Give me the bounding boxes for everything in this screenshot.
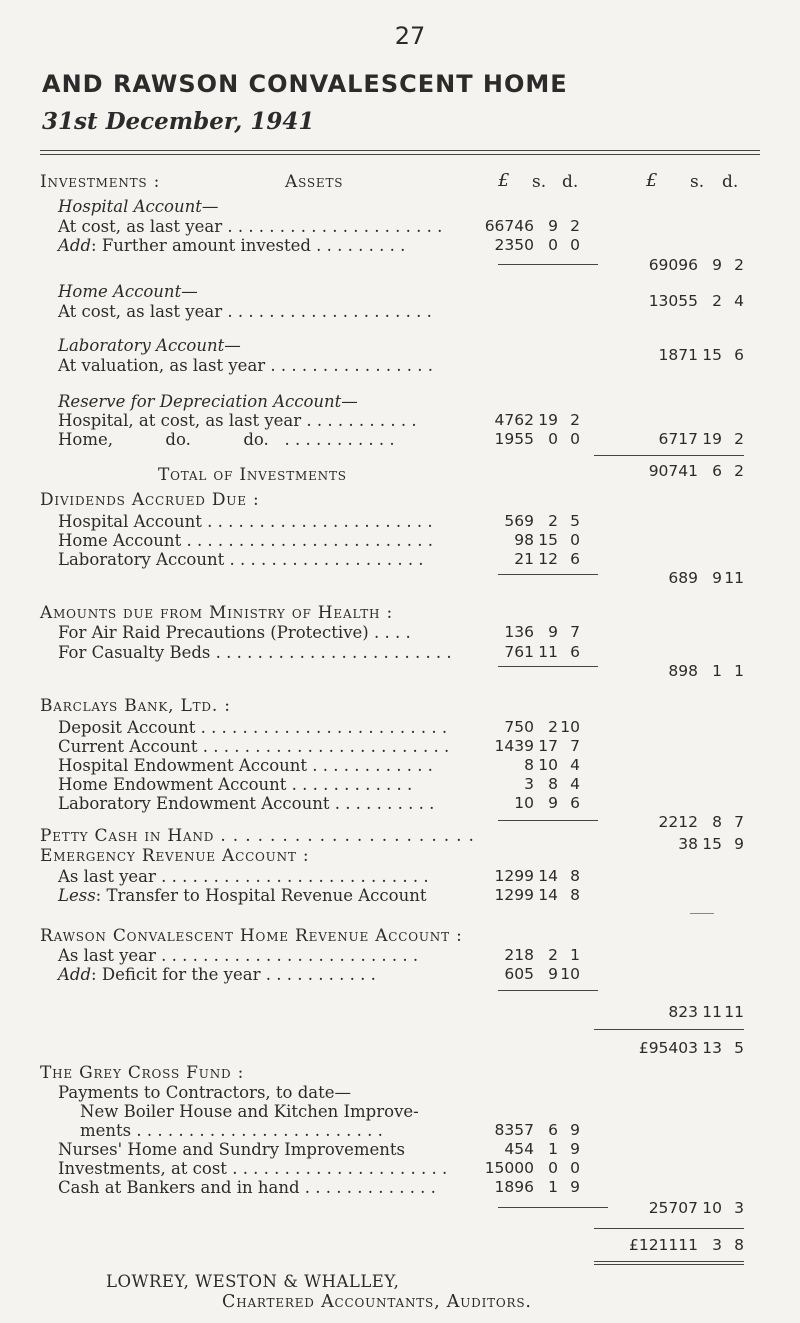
dividends-sub-rule <box>498 574 598 575</box>
col-pound-2: £ <box>646 170 658 191</box>
grey-cross-title: The Grey Cross Fund : <box>40 1063 245 1083</box>
rawson-title: Rawson Convalescent Home Revenue Account : <box>40 926 463 946</box>
reserve-account-title: Reserve for Depreciation Account— <box>58 392 358 411</box>
grand-total-underline-2 <box>594 1264 744 1265</box>
auditor-firm: LOWREY, WESTON & WHALLEY, <box>106 1272 400 1291</box>
ministry-title: Amounts due from Ministry of Health : <box>40 603 394 623</box>
auditor-role: Chartered Accountants, Auditors. <box>222 1292 532 1312</box>
barclays-row-hospital-endowment: Hospital Endowment Account . . . . . . . . . . . . <box>58 756 433 775</box>
ministry-sub-rule <box>498 666 598 667</box>
grand-total-rule <box>594 1228 744 1229</box>
dividend-row-hospital: Hospital Account . . . . . . . . . . . . . . . . . . . . . . <box>58 512 433 531</box>
laboratory-account-title: Laboratory Account— <box>58 336 241 355</box>
ministry-row-arp: For Air Raid Precautions (Protective) . . . . <box>58 623 411 642</box>
header-rule-top <box>40 150 760 151</box>
petty-cash-label: Petty Cash in Hand . . . . . . . . . . . . . . . . . . . . . <box>40 826 475 846</box>
page-number: 27 <box>394 22 426 50</box>
subtotal-rule <box>594 1029 744 1030</box>
assets-heading: Assets <box>285 172 344 192</box>
hospital-account-title: Hospital Account— <box>58 197 219 216</box>
hospital-line-1: At cost, as last year . . . . . . . . . . . . . . . . . . . . . <box>58 217 443 236</box>
total-investments-label: Total of Investments <box>158 465 347 485</box>
emergency-title: Emergency Revenue Account : <box>40 846 310 866</box>
dividend-row-home: Home Account . . . . . . . . . . . . . . . . . . . . . . . . <box>58 531 433 550</box>
emergency-line-1: As last year . . . . . . . . . . . . . . . . . . . . . . . . . . <box>58 867 429 886</box>
home-line-1: At cost, as last year . . . . . . . . . . . . . . . . . . . . <box>58 302 432 321</box>
page-title: AND RAWSON CONVALESCENT HOME <box>42 70 568 98</box>
grey-cross-line-6: Cash at Bankers and in hand . . . . . . . . . . . . . <box>58 1178 436 1197</box>
col-d-2: d. <box>722 172 739 192</box>
barclays-title: Barclays Bank, Ltd. : <box>40 696 231 716</box>
rawson-line-2: Add: Deficit for the year . . . . . . . . . . . <box>58 965 376 984</box>
header-rule-bottom <box>40 154 760 155</box>
barclays-row-home-endowment: Home Endowment Account . . . . . . . . . . . . <box>58 775 413 794</box>
rawson-sub-rule <box>498 990 598 991</box>
home-account-title: Home Account— <box>58 282 198 301</box>
reserve-line-2: Home, do. do. . . . . . . . . . . . <box>58 430 395 449</box>
col-s-2: s. <box>690 172 705 192</box>
dividends-title: Dividends Accrued Due : <box>40 490 260 510</box>
dividend-row-laboratory: Laboratory Account . . . . . . . . . . . . . . . . . . . <box>58 550 424 569</box>
grey-cross-line-3: ments . . . . . . . . . . . . . . . . . . . . . . . . <box>80 1121 383 1140</box>
col-s-1: s. <box>532 172 547 192</box>
statement-date: 31st December, 1941 <box>42 108 315 135</box>
grand-total-underline-1 <box>594 1261 744 1262</box>
balance-sheet-page: 27 AND RAWSON CONVALESCENT HOME 31st December, 1941 Investments : Assets £ s. d. £ s. d. Hospital Account— At cost, as last year . . . . . . . . . . . . . . . . . . . . . Add: Further amount invested . . . . . . . . . 66746 9 2 2350 0 0 69096 9 2 Home Account— At cost, as last year . . . . . . . . . . . . . . . . . . . . 13055 2 4 Laboratory Account— At valuation, as last year . . . . . . . . . . . . . . . . 1871 15 6 Reserve for Depreciation Account— Hospital, at cost, as last year . . . . . . . . . . . Home, do. do. . . . . . . . . . . . 4762 19 2 1955 0 0 6717 19 2 Total of Investments 90741 6 2 Dividends Accrued Due : Hospital Account . . . . . . . . . . . . . . . . . . . . . . Home Account . . . . . . . . . . . . . . . . . . . . . . . . Laboratory Account . . . . . . . . . . . . . . . . . . . 569 2 5 98 15 0 21 12 6 689 9 11 Amounts due from Ministry of Health : For Air Raid Precautions (Protective) . . . . For Casualty Beds . . . . . . . . . . . . . . . . . . . . . . . 136 9 7 761 11 6 898 1 1 Barclays Bank, Ltd. : Deposit Account . . . . . . . . . . . . . . . . . . . . . . . . Current Account . . . . . . . . . . . . . . . . . . . . . . . . Hospital Endowment Account . . . . . . . . . . . . Home Endowment Account . . . . . . . . . . . . Laboratory Endowment Account . . . . . . . . . . 750 2 10 1439 17 7 8 10 4 3 8 4 10 9 6 2212 8 7 Petty Cash in Hand . . . . . . . . . . . . . . . . . . . . . 38 15 9 Emergency Revenue Account : As last year . . . . . . . . . . . . . . . . . . . . . . . . . . Less: Transfer to Hospital Revenue Account 1299 14 8 1299 14 8 Rawson Convalescent Home Revenue Account : As last year . . . . . . . . . . . . . . . . . . . . . . . . . Add: Deficit for the year . . . . . . . . . . . 218 2 1 605 9 10 823 11 11 £95403 13 5 The Grey Cross Fund : Payments to Contractors, to date— New Boiler House and Kitchen Improve- ments . . . . . . . . . . . . . . . . . . . . . . . . Nurses' Home and Sundry Improvements Investments, at cost . . . . . . . . . . . . . . . . . . . . . Cash at Bankers and in hand . . . . . . . . . . . . . 8357 6 9 454 1 9 15000 0 0 1896 1 9 25707 10 3 £121111 3 8 LOWREY, WESTON & WHALLEY, Chartered Accountants, Auditors. <box>0 0 800 1323</box>
investments-rule <box>594 455 744 456</box>
emergency-dash <box>690 913 714 914</box>
investments-heading: Investments : <box>40 172 161 192</box>
emergency-line-2: Less: Transfer to Hospital Revenue Account <box>58 886 427 905</box>
hospital-line-2: Add: Further amount invested . . . . . . . . . <box>58 236 406 255</box>
hospital-sub-rule <box>498 264 598 265</box>
grey-cross-line-4: Nurses' Home and Sundry Improvements <box>58 1140 406 1159</box>
grey-cross-line-1: Payments to Contractors, to date— <box>58 1083 352 1102</box>
barclays-row-current: Current Account . . . . . . . . . . . . . . . . . . . . . . . . <box>58 737 450 756</box>
laboratory-line-1: At valuation, as last year . . . . . . . . . . . . . . . . <box>58 356 434 375</box>
grey-cross-line-5: Investments, at cost . . . . . . . . . . . . . . . . . . . . . <box>58 1159 448 1178</box>
barclays-row-lab-endowment: Laboratory Endowment Account . . . . . . . . . . <box>58 794 435 813</box>
barclays-sub-rule <box>498 820 598 821</box>
col-d-1: d. <box>562 172 579 192</box>
barclays-row-deposit: Deposit Account . . . . . . . . . . . . . . . . . . . . . . . . <box>58 718 448 737</box>
reserve-line-1: Hospital, at cost, as last year . . . . . . . . . . . <box>58 411 417 430</box>
ministry-row-casualty: For Casualty Beds . . . . . . . . . . . . . . . . . . . . . . . <box>58 643 452 662</box>
rawson-line-1: As last year . . . . . . . . . . . . . . . . . . . . . . . . . <box>58 946 419 965</box>
grey-cross-sub-rule <box>498 1207 608 1208</box>
col-pound-1: £ <box>498 170 510 191</box>
grey-cross-line-2: New Boiler House and Kitchen Improve- <box>80 1102 419 1121</box>
